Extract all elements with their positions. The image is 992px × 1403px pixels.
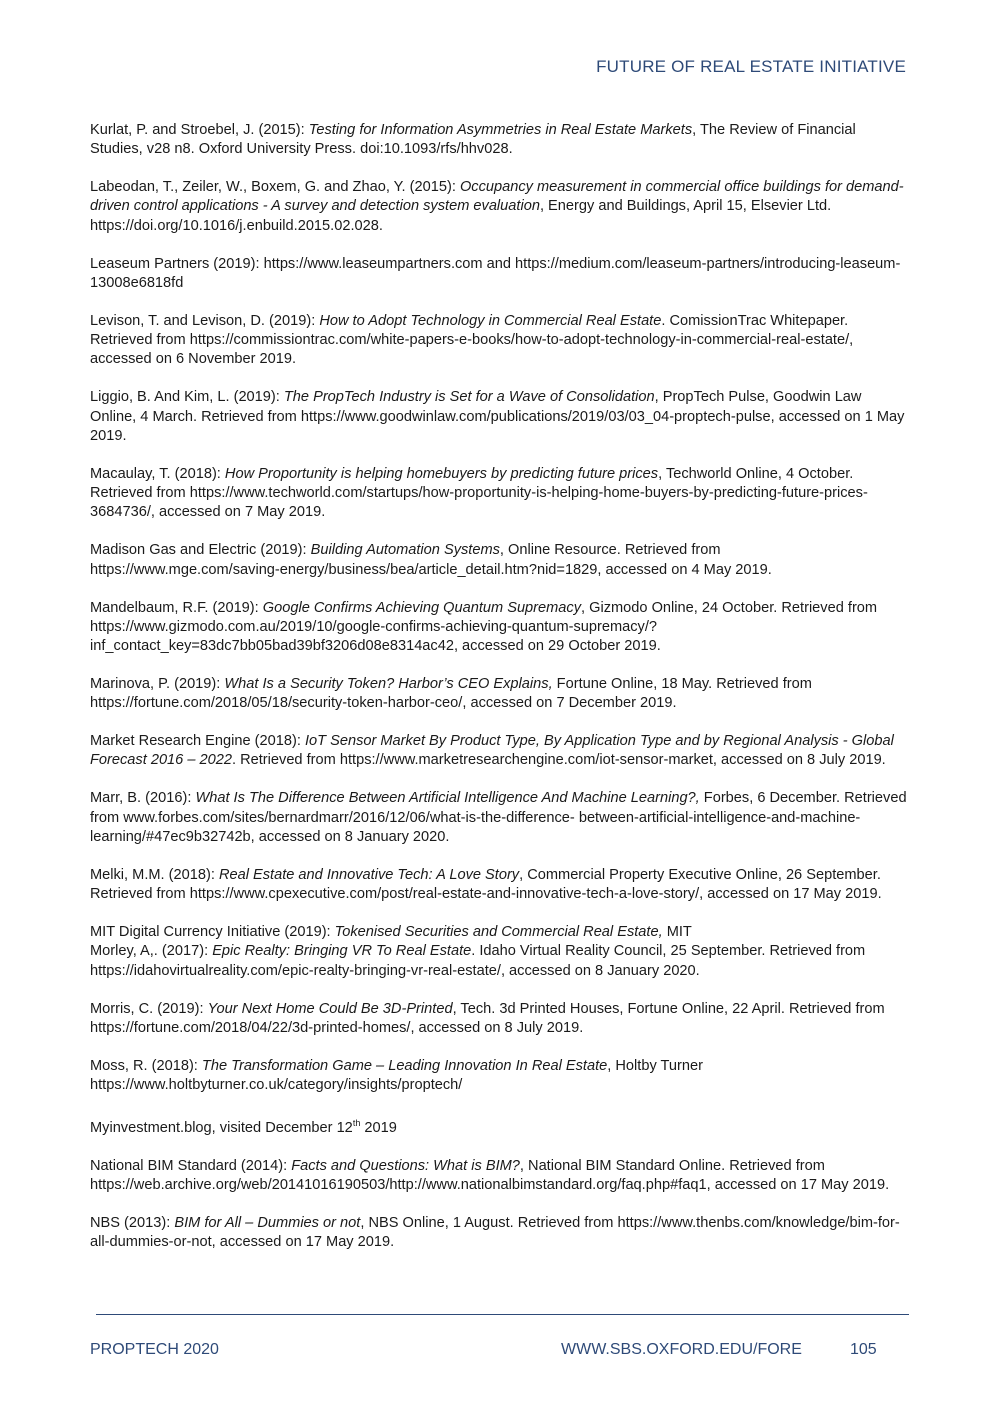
reference-entry: MIT Digital Currency Initiative (2019): Tokenised Securities and Commercial Real Estate, MIT (90, 924, 692, 941)
reference-entry: Morris, C. (2019): Your Next Home Could Be 3D-Printed, Tech. 3d Printed Houses, Fortune Online, 22 April. Retrieved from https://fortune.com/2018/04/22/3d-printed-homes/, accessed on 8 July 2019. (90, 1000, 885, 1036)
reference-entry: Kurlat, P. and Stroebel, J. (2015): Testing for Information Asymmetries in Real Estate Markets, The Review of Financial Studies, v28 n8. Oxford University Press. doi:10.1093/rfs/hhv028. (90, 122, 856, 158)
reference-entry: National BIM Standard (2014): Facts and Questions: What is BIM?, National BIM Standard Online. Retrieved from https://web.archive.org/web/20141016190503/http://www.nationalbimstandard.org/faq.php#faq1, accessed on 17 May 2019. (90, 1157, 890, 1193)
page-number: 105 (850, 1341, 877, 1358)
footer-publication: PROPTECH 2020 (90, 1341, 219, 1358)
footer-url: WWW.SBS.OXFORD.EDU/FORE (561, 1341, 802, 1358)
reference-entry: Moss, R. (2018): The Transformation Game – Leading Innovation In Real Estate, Holtby Turner https://www.holtbyturner.co.uk/category/insights/proptech/ (90, 1057, 703, 1093)
reference-entry: Labeodan, T., Zeiler, W., Boxem, G. and Zhao, Y. (2015): Occupancy measurement in commercial office buildings for demand-driven control applications - A survey and detection system evaluation, Energy and Buildings, April 15, Elsevier Ltd. https://doi.org/10.1016/j.enbuild.2015.02.028. (90, 179, 904, 234)
reference-entry: Mandelbaum, R.F. (2019): Google Confirms Achieving Quantum Supremacy, Gizmodo Online, 24 October. Retrieved from https://www.gizmodo.com.au/2019/10/google-confirms-achieving-quantum-supremacy/?inf_contact_key=83dc7bb05bad39bf3206d08e8314ac42, accessed on 29 October 2019. (90, 599, 878, 655)
reference-entry: Liggio, B. And Kim, L. (2019): The PropTech Industry is Set for a Wave of Consolidation, PropTech Pulse, Goodwin Law Online, 4 March. Retrieved from https://www.goodwinlaw.com/publications/2019/03/03_04-proptech-pulse, accessed on 1 May 2019. (90, 389, 905, 444)
reference-entry: Madison Gas and Electric (2019): Building Automation Systems, Online Resource. Retrieved from https://www.mge.com/saving-energy/business/bea/article_detail.htm?nid=1829, accessed on 4 May 2019. (90, 542, 772, 578)
reference-entry: Morley, A,. (2017): Epic Realty: Bringing VR To Real Estate. Idaho Virtual Reality Council, 25 September. Retrieved from https://idahovirtualreality.com/epic-realty-bringing-vr-real-estate/, accessed on 8 January 2020. (90, 943, 866, 979)
running-header: FUTURE OF REAL ESTATE INITIATIVE (596, 57, 906, 76)
footer-divider (96, 1314, 909, 1315)
reference-entry: NBS (2013): BIM for All – Dummies or not, NBS Online, 1 August. Retrieved from https://www.thenbs.com/knowledge/bim-for-all-dummies-or-not, accessed on 17 May 2019. (90, 1214, 900, 1251)
reference-entry: Marinova, P. (2019): What Is a Security Token? Harbor’s CEO Explains, Fortune Online, 18 May. Retrieved from https://fortune.com/2018/05/18/security-token-harbor-ceo/, accessed on 7 December 2019. (90, 675, 812, 712)
reference-entry: Leaseum Partners (2019): https://www.leaseumpartners.com and https://medium.com/leaseum-partners/introducing-leaseum-13008e6818fd (90, 255, 901, 291)
reference-entry: Macaulay, T. (2018): How Proportunity is helping homebuyers by predicting future prices, Techworld Online, 4 October. Retrieved from https://www.techworld.com/startups/how-proportunity-is-helping-home-buyers-by-predicting-future-prices-3684736/, accessed on 7 May 2019. (90, 465, 868, 521)
reference-list (90, 121, 908, 1271)
reference-entry: Myinvestment.blog, visited December 12th 2019 (90, 1117, 397, 1136)
reference-entry: Melki, M.M. (2018): Real Estate and Innovative Tech: A Love Story, Commercial Property Executive Online, 26 September. Retrieved from https://www.cpexecutive.com/post/real-estate-and-innovative-tech-a-love-story/, accessed on 17 May 2019. (90, 866, 882, 903)
reference-entry: Market Research Engine (2018): IoT Sensor Market By Product Type, By Application Type and by Regional Analysis - Global Forecast 2016 – 2022. Retrieved from https://www.marketresearchengine.com/iot-sensor-market, accessed on 8 July 2019. (90, 733, 894, 769)
reference-entry: Marr, B. (2016): What Is The Difference Between Artificial Intelligence And Machine Learning?, Forbes, 6 December. Retrieved from www.forbes.com/sites/bernardmarr/2016/12/06/what-is-the-difference- between-artificial-intelligence-and-machine-learning/#47ec9b32742b, accessed on 8 January 2020. (90, 790, 907, 845)
reference-entry: Levison, T. and Levison, D. (2019): How to Adopt Technology in Commercial Real Estate. ComissionTrac Whitepaper. Retrieved from https://commissiontrac.com/white-papers-e-books/how-to-adopt-technology-in-commercial-real-estate/, accessed on 6 November 2019. (90, 312, 854, 368)
